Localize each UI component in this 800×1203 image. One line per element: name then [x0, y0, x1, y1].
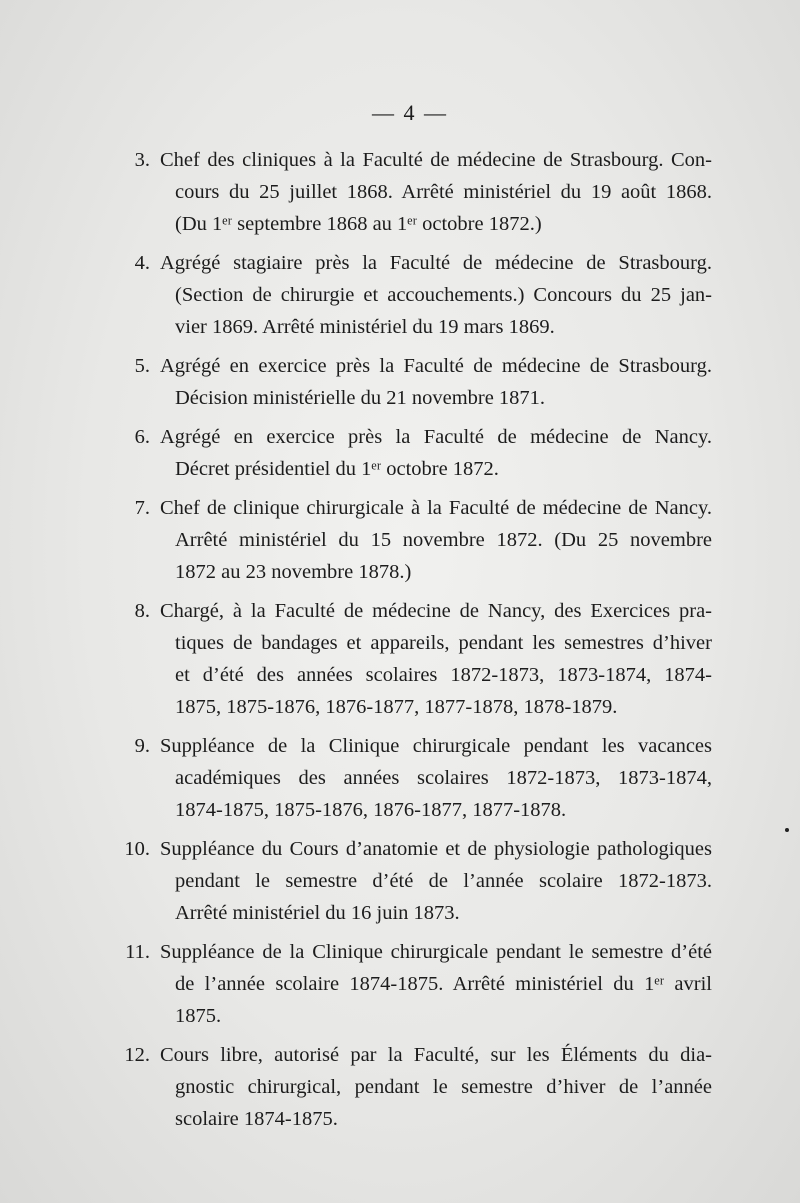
entry-number: 3.	[134, 149, 150, 171]
entry-line: Suppléance de la Clinique chirurgicale pendant le semestre d’été	[160, 941, 712, 963]
entry-line: Agrégé en exercice près la Faculté de médecine de Strasbourg.	[160, 355, 712, 377]
entry-line: cours du 25 juillet 1868. Arrêté ministériel du 19 août 1868.	[175, 181, 712, 203]
entry-line: académiques des années scolaires 1872-1873, 1873-1874,	[175, 767, 712, 789]
entry-line: et d’été des années scolaires 1872-1873, 1873-1874, 1874-	[175, 664, 712, 686]
entry-text	[160, 936, 712, 1032]
entry-line: Chargé, à la Faculté de médecine de Nancy, des Exercices pra-	[160, 600, 712, 622]
list-item	[112, 1039, 712, 1135]
list-item	[112, 833, 712, 929]
entry-line: de l’année scolaire 1874-1875. Arrêté ministériel du 1ᵉʳ avril	[175, 973, 712, 995]
entry-line: Cours libre, autorisé par la Faculté, sur les Éléments du dia-	[160, 1044, 712, 1066]
list-item	[112, 350, 712, 414]
entry-text	[160, 1039, 712, 1135]
entry-text	[160, 350, 712, 414]
list-item	[112, 144, 712, 240]
list-item	[112, 421, 712, 485]
entry-number: 8.	[134, 600, 150, 622]
entry-text	[160, 421, 712, 485]
page-number: — 4 —	[372, 100, 448, 125]
entry-number: 5.	[134, 355, 150, 377]
entry-text	[160, 144, 712, 240]
entry-number: 9.	[134, 735, 150, 757]
list-item	[112, 247, 712, 343]
entry-text	[160, 833, 712, 929]
entry-line: Chef des cliniques à la Faculté de médecine de Strasbourg. Con-	[160, 149, 712, 171]
entry-line: Agrégé en exercice près la Faculté de médecine de Nancy.	[160, 426, 712, 448]
entry-line: gnostic chirurgical, pendant le semestre d’hiver de l’année	[175, 1076, 712, 1098]
entry-number: 10.	[124, 838, 150, 860]
entry-line: Suppléance de la Clinique chirurgicale pendant les vacances	[160, 735, 712, 757]
entry-line: 1874-1875, 1875-1876, 1876-1877, 1877-1878.	[175, 799, 567, 821]
entry-line: Décision ministérielle du 21 novembre 1871.	[175, 387, 546, 409]
list-item	[112, 936, 712, 1032]
entry-line: 1872 au 23 novembre 1878.)	[175, 561, 412, 583]
list-item	[112, 730, 712, 826]
list-item	[112, 595, 712, 723]
entry-line: Arrêté ministériel du 16 juin 1873.	[175, 902, 460, 924]
entry-line: pendant le semestre d’été de l’année scolaire 1872-1873.	[175, 870, 712, 892]
entry-text	[160, 247, 712, 343]
entry-line: Agrégé stagiaire près la Faculté de médecine de Strasbourg.	[160, 252, 712, 274]
entry-line: (Section de chirurgie et accouchements.) Concours du 25 jan-	[175, 284, 712, 306]
entry-line: Arrêté ministériel du 15 novembre 1872. (Du 25 novembre	[175, 529, 712, 551]
entry-text	[160, 595, 712, 723]
entry-line: 1875.	[175, 1005, 222, 1027]
entry-line: Chef de clinique chirurgicale à la Faculté de médecine de Nancy.	[160, 497, 712, 519]
entry-list	[112, 144, 712, 1142]
entry-number: 7.	[134, 497, 150, 519]
entry-number: 11.	[125, 941, 150, 963]
entry-line: tiques de bandages et appareils, pendant les semestres d’hiver	[175, 632, 712, 654]
entry-line: 1875, 1875-1876, 1876-1877, 1877-1878, 1878-1879.	[175, 696, 618, 718]
list-item	[112, 492, 712, 588]
entry-line: Suppléance du Cours d’anatomie et de physiologie pathologiques	[160, 838, 712, 860]
entry-line: vier 1869. Arrêté ministériel du 19 mars 1869.	[175, 316, 555, 338]
entry-line: scolaire 1874-1875.	[175, 1108, 338, 1130]
entry-text	[160, 492, 712, 588]
ink-speck	[785, 828, 789, 832]
entry-text	[160, 730, 712, 826]
entry-number: 6.	[134, 426, 150, 448]
entry-number: 4.	[134, 252, 150, 274]
entry-line: Décret présidentiel du 1ᵉʳ octobre 1872.	[175, 458, 499, 480]
entry-line: (Du 1ᵉʳ septembre 1868 au 1ᵉʳ octobre 1872.)	[175, 213, 542, 235]
entry-number: 12.	[124, 1044, 150, 1066]
